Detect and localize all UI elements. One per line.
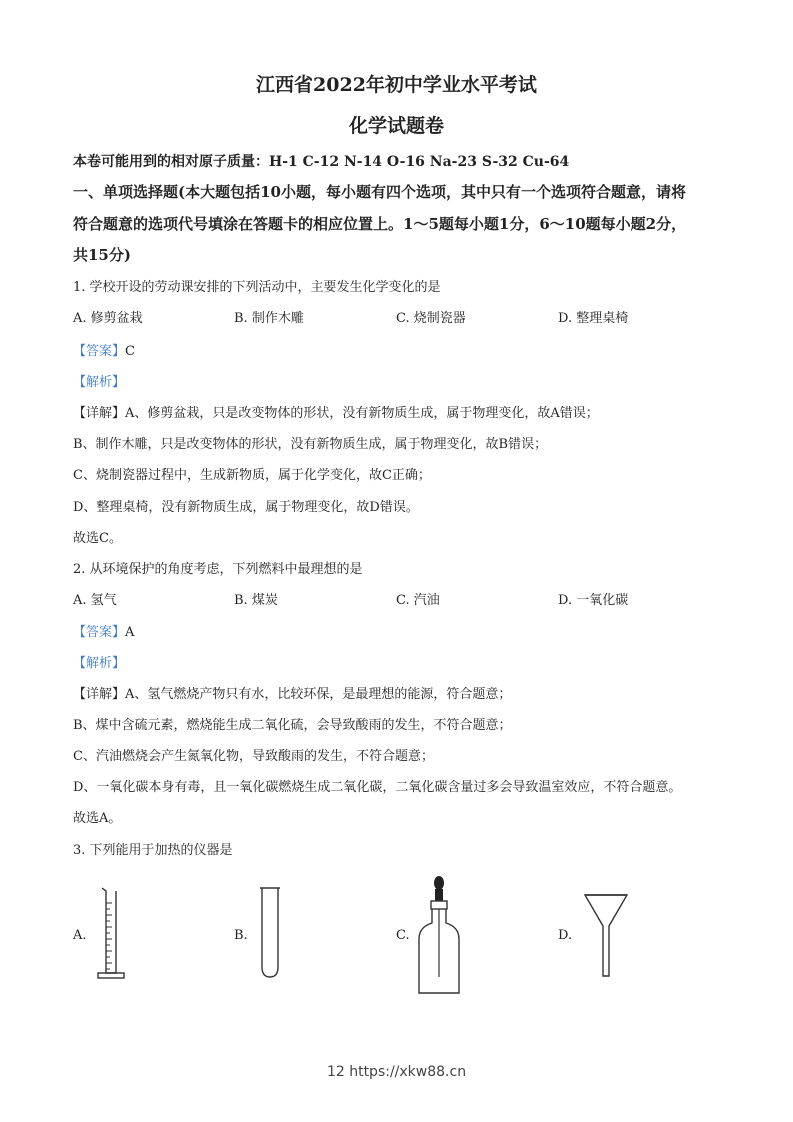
q1-detail-3: C、烧制瓷器过程中，生成新物质，属于化学变化，故C正确； bbox=[73, 468, 431, 483]
q1-analysis-tag: 【解析】 bbox=[73, 375, 126, 390]
graduated-cylinder-icon bbox=[90, 885, 130, 985]
q2-analysis-tag: 【解析】 bbox=[73, 656, 126, 671]
section-heading-line-2: 符合题意的选项代号填涂在答题卡的相应位置上。1～5题每小题1分，6～10题每小题2分， bbox=[73, 215, 687, 233]
detail-text: A、氢气燃烧产物只有水，比较环保，是最理想的能源，符合题意； bbox=[125, 687, 512, 702]
test-tube-icon bbox=[255, 885, 285, 981]
detail-tag: 【详解】 bbox=[73, 406, 126, 421]
q2-conclusion: 故选A。 bbox=[73, 811, 122, 826]
answer-value: C bbox=[125, 344, 135, 359]
dropper-bottle-icon bbox=[413, 873, 465, 997]
q1-answer bbox=[73, 340, 135, 359]
q1-option-c: C. 烧制瓷器 bbox=[396, 311, 466, 326]
q2-option-b: B. 煤炭 bbox=[234, 593, 278, 608]
q1-conclusion: 故选C。 bbox=[73, 531, 122, 546]
answer-tag: 【答案】 bbox=[73, 625, 126, 640]
atomic-masses: 本卷可能用到的相对原子质量：H-1 C-12 N-14 O-16 Na-23 S-32 Cu-64 bbox=[73, 154, 570, 170]
q2-detail-1 bbox=[73, 683, 511, 702]
section-heading-line-1: 一、单项选择题(本大题包括10小题，每小题有四个选项，其中只有一个选项符合题意，请将 bbox=[73, 183, 686, 201]
question-1-stem: 1. 学校开设的劳动课安排的下列活动中，主要发生化学变化的是 bbox=[73, 280, 441, 295]
q3-option-a-label: A. bbox=[73, 928, 87, 943]
question-3-stem: 3. 下列能用于加热的仪器是 bbox=[73, 843, 233, 858]
exam-subtitle: 化学试题卷 bbox=[348, 115, 444, 137]
q1-detail-2: B、制作木雕，只是改变物体的形状，没有新物质生成，属于物理变化，故B错误； bbox=[73, 437, 548, 452]
page-footer: 12 https://xkw88.cn bbox=[326, 1064, 467, 1080]
q2-detail-3: C、汽油燃烧会产生氮氧化物，导致酸雨的发生，不符合题意； bbox=[73, 749, 434, 764]
q2-answer bbox=[73, 621, 134, 640]
q2-option-d: D. 一氧化碳 bbox=[558, 593, 629, 608]
answer-value: A bbox=[125, 625, 135, 640]
funnel-icon bbox=[583, 892, 629, 978]
exam-title: 江西省2022年初中学业水平考试 bbox=[256, 74, 537, 96]
section-heading-line-3: 共15分) bbox=[73, 246, 131, 264]
answer-tag: 【答案】 bbox=[73, 344, 126, 359]
q3-option-b-label: B. bbox=[234, 928, 248, 943]
q3-option-d-label: D. bbox=[558, 928, 573, 943]
q1-option-d: D. 整理桌椅 bbox=[558, 311, 629, 326]
question-2-stem: 2. 从环境保护的角度考虑，下列燃料中最理想的是 bbox=[73, 562, 363, 577]
q1-detail-4: D、整理桌椅，没有新物质生成，属于物理变化，故D错误。 bbox=[73, 500, 419, 515]
q3-option-c-label: C. bbox=[396, 928, 410, 943]
q2-detail-2: B、煤中含硫元素，燃烧能生成二氧化硫，会导致酸雨的发生，不符合题意； bbox=[73, 718, 512, 733]
q1-option-b: B. 制作木雕 bbox=[234, 311, 304, 326]
q1-detail-1 bbox=[73, 402, 599, 421]
detail-text: A、修剪盆栽，只是改变物体的形状，没有新物质生成，属于物理变化，故A错误； bbox=[125, 406, 599, 421]
q1-option-a: A. 修剪盆栽 bbox=[73, 311, 143, 326]
q2-option-a: A. 氢气 bbox=[73, 593, 117, 608]
detail-tag: 【详解】 bbox=[73, 687, 126, 702]
q2-detail-4: D、一氧化碳本身有毒，且一氧化碳燃烧生成二氧化碳，二氧化碳含量过多会导致温室效应，不符合题意。 bbox=[73, 780, 682, 795]
q2-option-c: C. 汽油 bbox=[396, 593, 440, 608]
